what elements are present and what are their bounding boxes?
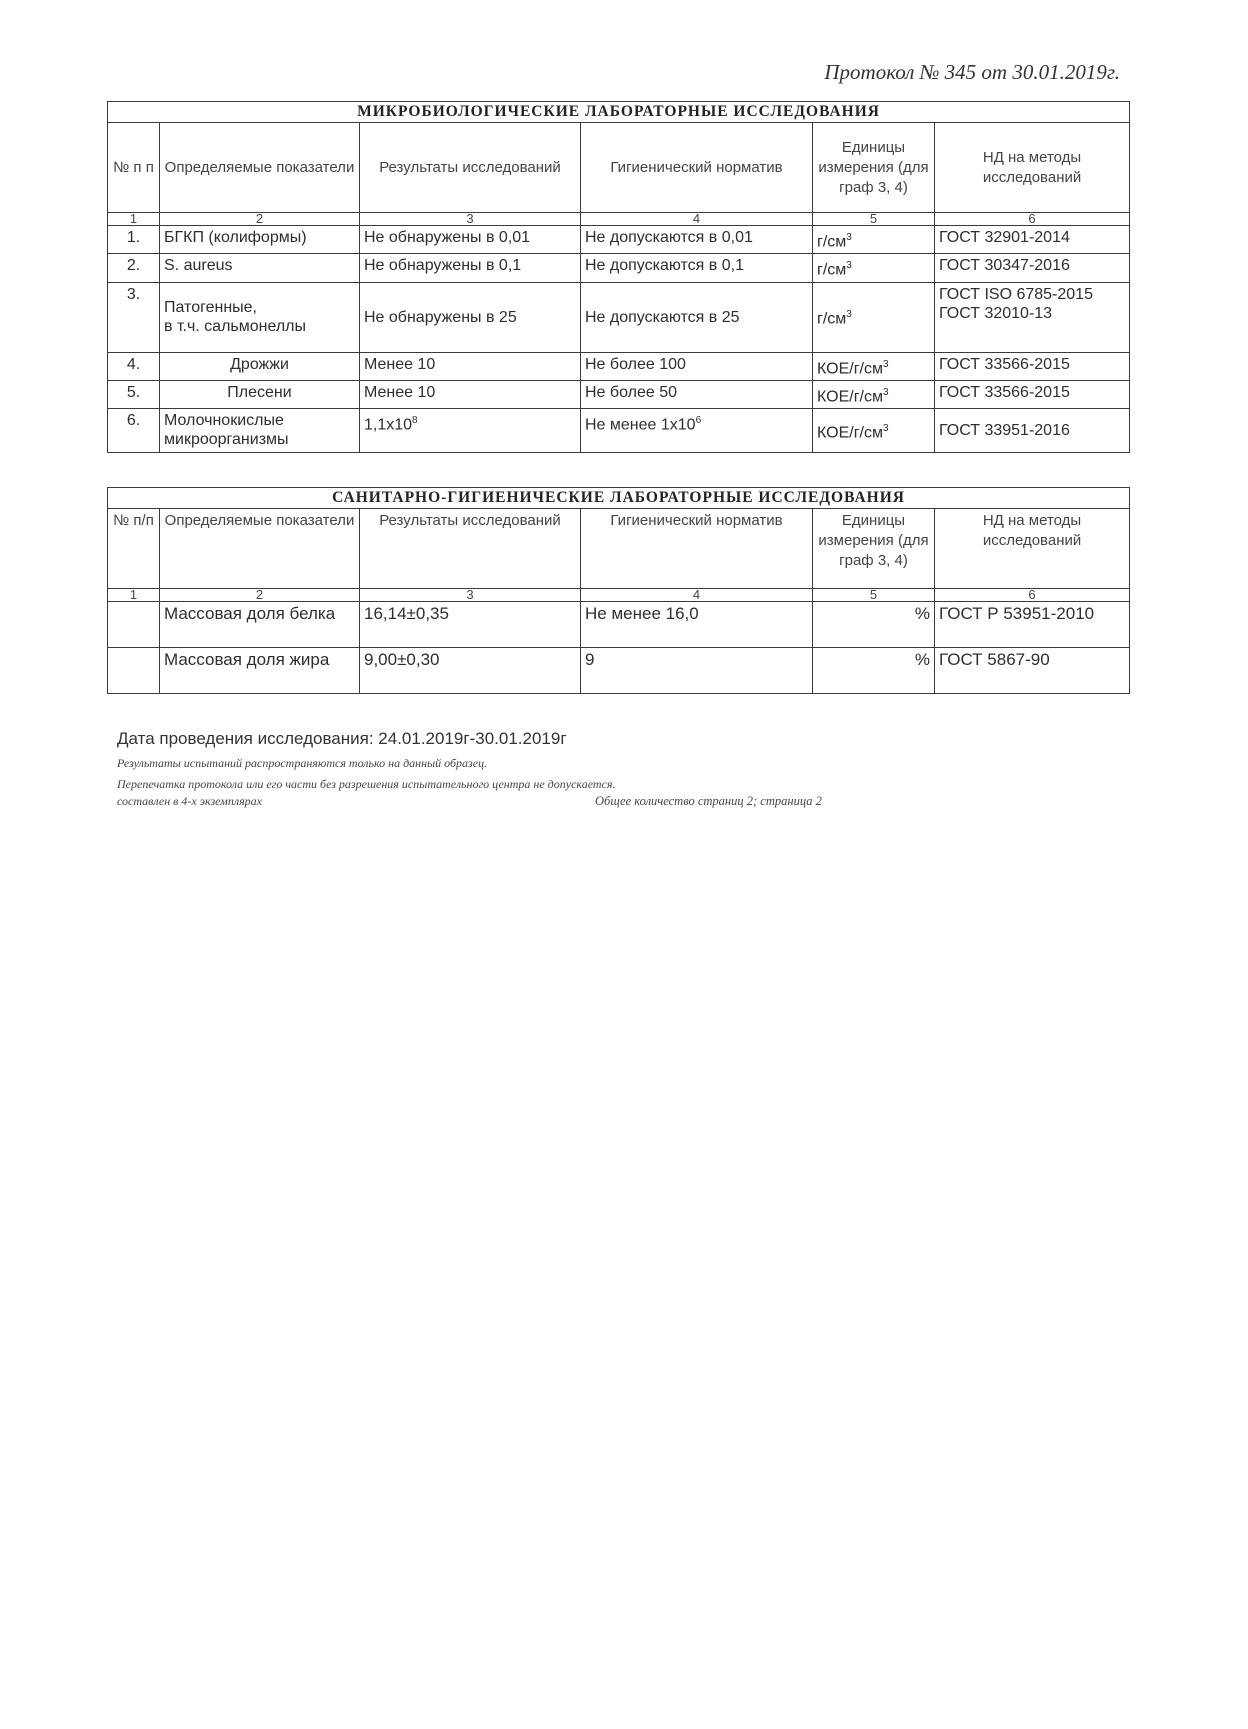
result-value: Не обнаружены в 0,01	[360, 226, 581, 254]
method-standard: ГОСТ Р 53951-2010	[935, 602, 1130, 648]
result-value: Менее 10	[360, 352, 581, 380]
table-title: МИКРОБИОЛОГИЧЕСКИЕ ЛАБОРАТОРНЫЕ ИССЛЕДОВАНИЯ	[108, 102, 1130, 123]
table-row	[108, 409, 1130, 453]
norm-value: Не более 50	[581, 380, 813, 408]
unit-value: КОЕ/$г/см^3$	[813, 409, 935, 453]
row-number: 5.	[108, 380, 160, 408]
norm-value: Не допускаются в 0,1	[581, 254, 813, 282]
method-standard: ГОСТ 33951-2016	[935, 409, 1130, 453]
norm-value: Не более 100	[581, 352, 813, 380]
unit-value: %	[813, 648, 935, 694]
table-row	[108, 226, 1130, 254]
result-value: $1,1х10^8$	[360, 409, 581, 453]
column-number: 5	[813, 589, 935, 602]
indicator-name: Молочнокислые микроорганизмы	[160, 409, 360, 453]
header-cell: Результаты исследований	[360, 123, 581, 213]
microbiology-table	[107, 101, 1130, 453]
table-row	[108, 352, 1130, 380]
unit-value: КОЕ/$г/см^3$	[813, 380, 935, 408]
result-value: 9,00±0,30	[360, 648, 581, 694]
norm-value: Не менее 16,0	[581, 602, 813, 648]
column-number: 1	[108, 589, 160, 602]
header-cell: Единицы измерения (для граф 3, 4)	[813, 123, 935, 213]
method-standard: ГОСТ 5867-90	[935, 648, 1130, 694]
method-standard: ГОСТ 30347-2016	[935, 254, 1130, 282]
header-cell: № п п	[108, 123, 160, 213]
column-number: 1	[108, 213, 160, 226]
method-standard: ГОСТ 32901-2014	[935, 226, 1130, 254]
column-number: 3	[360, 213, 581, 226]
unit-value: $г/см^3$	[813, 254, 935, 282]
header-cell: НД на методы исследований	[935, 509, 1130, 589]
result-value: 16,14±0,35	[360, 602, 581, 648]
table-row	[108, 254, 1130, 282]
norm-value: Не допускаются в 25	[581, 282, 813, 352]
table-row	[108, 282, 1130, 352]
indicator-name: Массовая доля жира	[160, 648, 360, 694]
row-number: 3.	[108, 282, 160, 352]
result-value: Не обнаружены в 0,1	[360, 254, 581, 282]
header-cell: Гигиенический норматив	[581, 123, 813, 213]
row-number: 1.	[108, 226, 160, 254]
protocol-number: Протокол № 345 от 30.01.2019г.	[824, 60, 1120, 84]
unit-value: $г/см^3$	[813, 282, 935, 352]
unit-value: КОЕ/$г/см^3$	[813, 352, 935, 380]
sanitary-table	[107, 487, 1130, 694]
header-cell: Результаты исследований	[360, 509, 581, 589]
table-row	[108, 380, 1130, 408]
header-cell: Определяемые показатели	[160, 123, 360, 213]
research-date: Дата проведения исследования: 24.01.2019г-30.01.2019г	[117, 729, 567, 748]
disclaimer-reprint: Перепечатка протокола или его части без разрешения испытательного центра не допускается.	[117, 777, 616, 791]
header-cell: НД на методы исследований	[935, 123, 1130, 213]
row-number	[108, 602, 160, 648]
table-row	[108, 602, 1130, 648]
row-number: 6.	[108, 409, 160, 453]
row-number: 4.	[108, 352, 160, 380]
column-number: 6	[935, 589, 1130, 602]
column-number: 6	[935, 213, 1130, 226]
table-row	[108, 648, 1130, 694]
row-number: 2.	[108, 254, 160, 282]
header-cell: Гигиенический норматив	[581, 509, 813, 589]
table-title: САНИТАРНО-ГИГИЕНИЧЕСКИЕ ЛАБОРАТОРНЫЕ ИССЛЕДОВАНИЯ	[108, 488, 1130, 509]
indicator-name: БГКП (колиформы)	[160, 226, 360, 254]
copies-note: составлен в 4-х экземплярах	[117, 794, 262, 808]
norm-value: Не менее $1х10^6$	[581, 409, 813, 453]
header-cell: Определяемые показатели	[160, 509, 360, 589]
method-standard: ГОСТ 33566-2015	[935, 352, 1130, 380]
indicator-name: Плесени	[160, 380, 360, 408]
header-cell: № п/п	[108, 509, 160, 589]
result-value: Менее 10	[360, 380, 581, 408]
indicator-name: Дрожжи	[160, 352, 360, 380]
disclaimer-results: Результаты испытаний распространяются только на данный образец.	[117, 756, 488, 770]
result-value: Не обнаружены в 25	[360, 282, 581, 352]
indicator-name: Массовая доля белка	[160, 602, 360, 648]
header-cell: Единицы измерения (для граф 3, 4)	[813, 509, 935, 589]
indicator-name: Патогенные, в т.ч. сальмонеллы	[160, 282, 360, 352]
indicator-name: S. aureus	[160, 254, 360, 282]
column-number: 2	[160, 213, 360, 226]
row-number	[108, 648, 160, 694]
column-number: 4	[581, 589, 813, 602]
column-number: 3	[360, 589, 581, 602]
column-number: 2	[160, 589, 360, 602]
column-number: 5	[813, 213, 935, 226]
method-standard: ГОСТ ISO 6785-2015 ГОСТ 32010-13	[935, 282, 1130, 352]
unit-value: %	[813, 602, 935, 648]
norm-value: Не допускаются в 0,01	[581, 226, 813, 254]
column-number: 4	[581, 213, 813, 226]
page-counter: Общее количество страниц 2; страница 2	[595, 794, 822, 808]
norm-value: 9	[581, 648, 813, 694]
method-standard: ГОСТ 33566-2015	[935, 380, 1130, 408]
unit-value: $г/см^3$	[813, 226, 935, 254]
